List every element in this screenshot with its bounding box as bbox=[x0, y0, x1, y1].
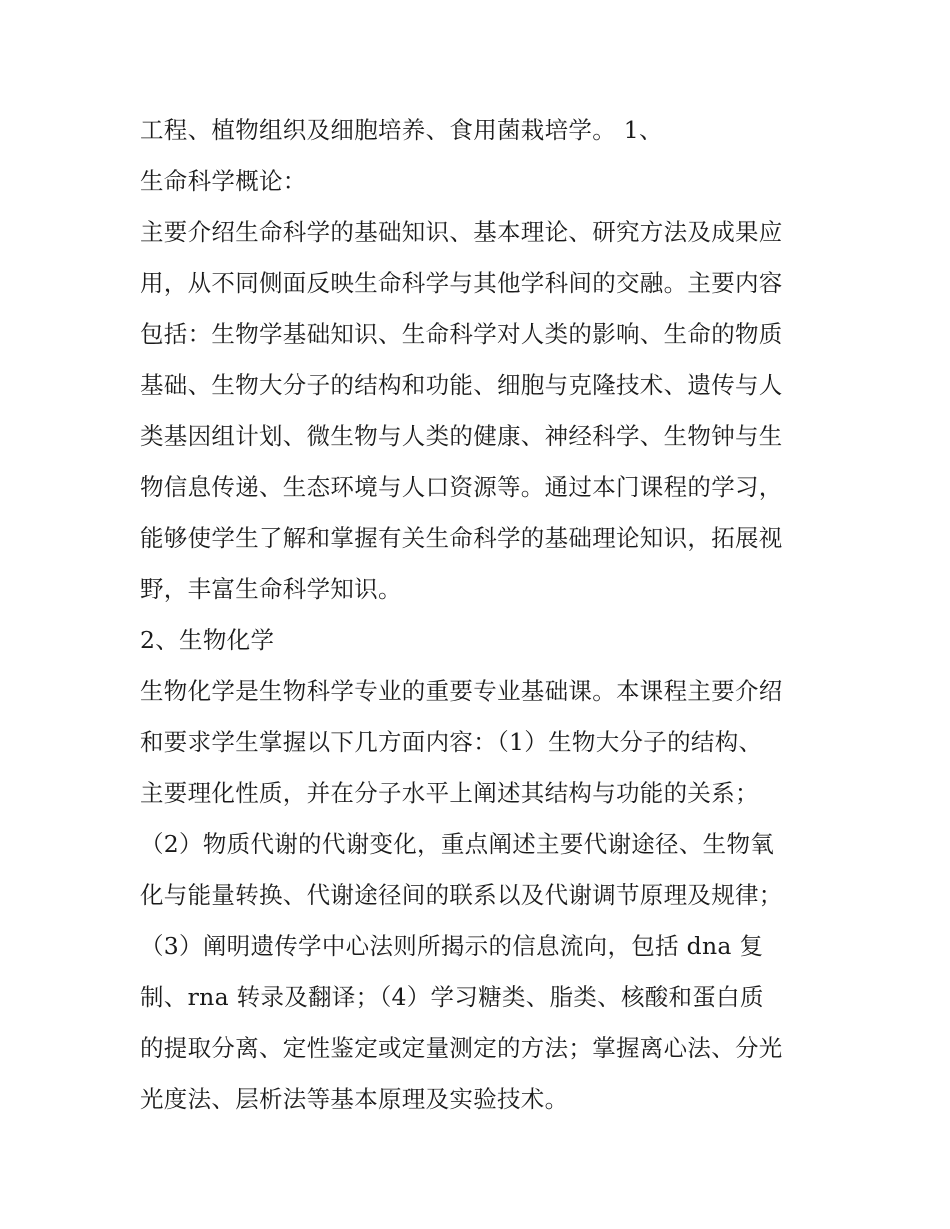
text-line: 工程、植物组织及细胞培养、食用菌栽培学。 1、 bbox=[140, 116, 663, 144]
text-line: 和要求学生掌握以下几方面内容：（1）生物大分子的结构、 bbox=[140, 728, 763, 756]
text-line: 光度法、层析法等基本原理及实验技术。 bbox=[140, 1085, 569, 1113]
text-line: 用，从不同侧面反映生命科学与其他学科间的交融。主要内容 bbox=[140, 269, 783, 297]
text-line: 制、rna 转录及翻译；（4）学习糖类、脂类、核酸和蛋白质 bbox=[140, 983, 764, 1011]
text-line: 主要理化性质，并在分子水平上阐述其结构与功能的关系； bbox=[140, 779, 759, 807]
text-line: 的提取分离、定性鉴定或定量测定的方法；掌握离心法、分光 bbox=[140, 1034, 783, 1062]
text-line: 化与能量转换、代谢途径间的联系以及代谢调节原理及规律； bbox=[140, 881, 783, 909]
text-line: （3）阐明遗传学中心法则所揭示的信息流向，包括 dna 复 bbox=[140, 932, 764, 960]
text-line: 类基因组计划、微生物与人类的健康、神经科学、生物钟与生 bbox=[140, 422, 783, 450]
text-line: 包括：生物学基础知识、生命科学对人类的影响、生命的物质 bbox=[140, 320, 783, 348]
text-line: 野，丰富生命科学知识。 bbox=[140, 575, 402, 603]
section-heading: 2、生物化学 bbox=[140, 626, 275, 654]
text-line: 生命科学概论： bbox=[140, 167, 307, 195]
text-line: （2）物质代谢的代谢变化，重点阐述主要代谢途径、生物氧 bbox=[140, 830, 775, 858]
text-line: 生物化学是生物科学专业的重要专业基础课。本课程主要介绍 bbox=[140, 677, 783, 705]
text-line: 基础、生物大分子的结构和功能、细胞与克隆技术、遗传与人 bbox=[140, 371, 783, 399]
text-line: 主要介绍生命科学的基础知识、基本理论、研究方法及成果应 bbox=[140, 218, 783, 246]
text-line: 物信息传递、生态环境与人口资源等。通过本门课程的学习， bbox=[140, 473, 783, 501]
text-line: 能够使学生了解和掌握有关生命科学的基础理论知识，拓展视 bbox=[140, 524, 783, 552]
